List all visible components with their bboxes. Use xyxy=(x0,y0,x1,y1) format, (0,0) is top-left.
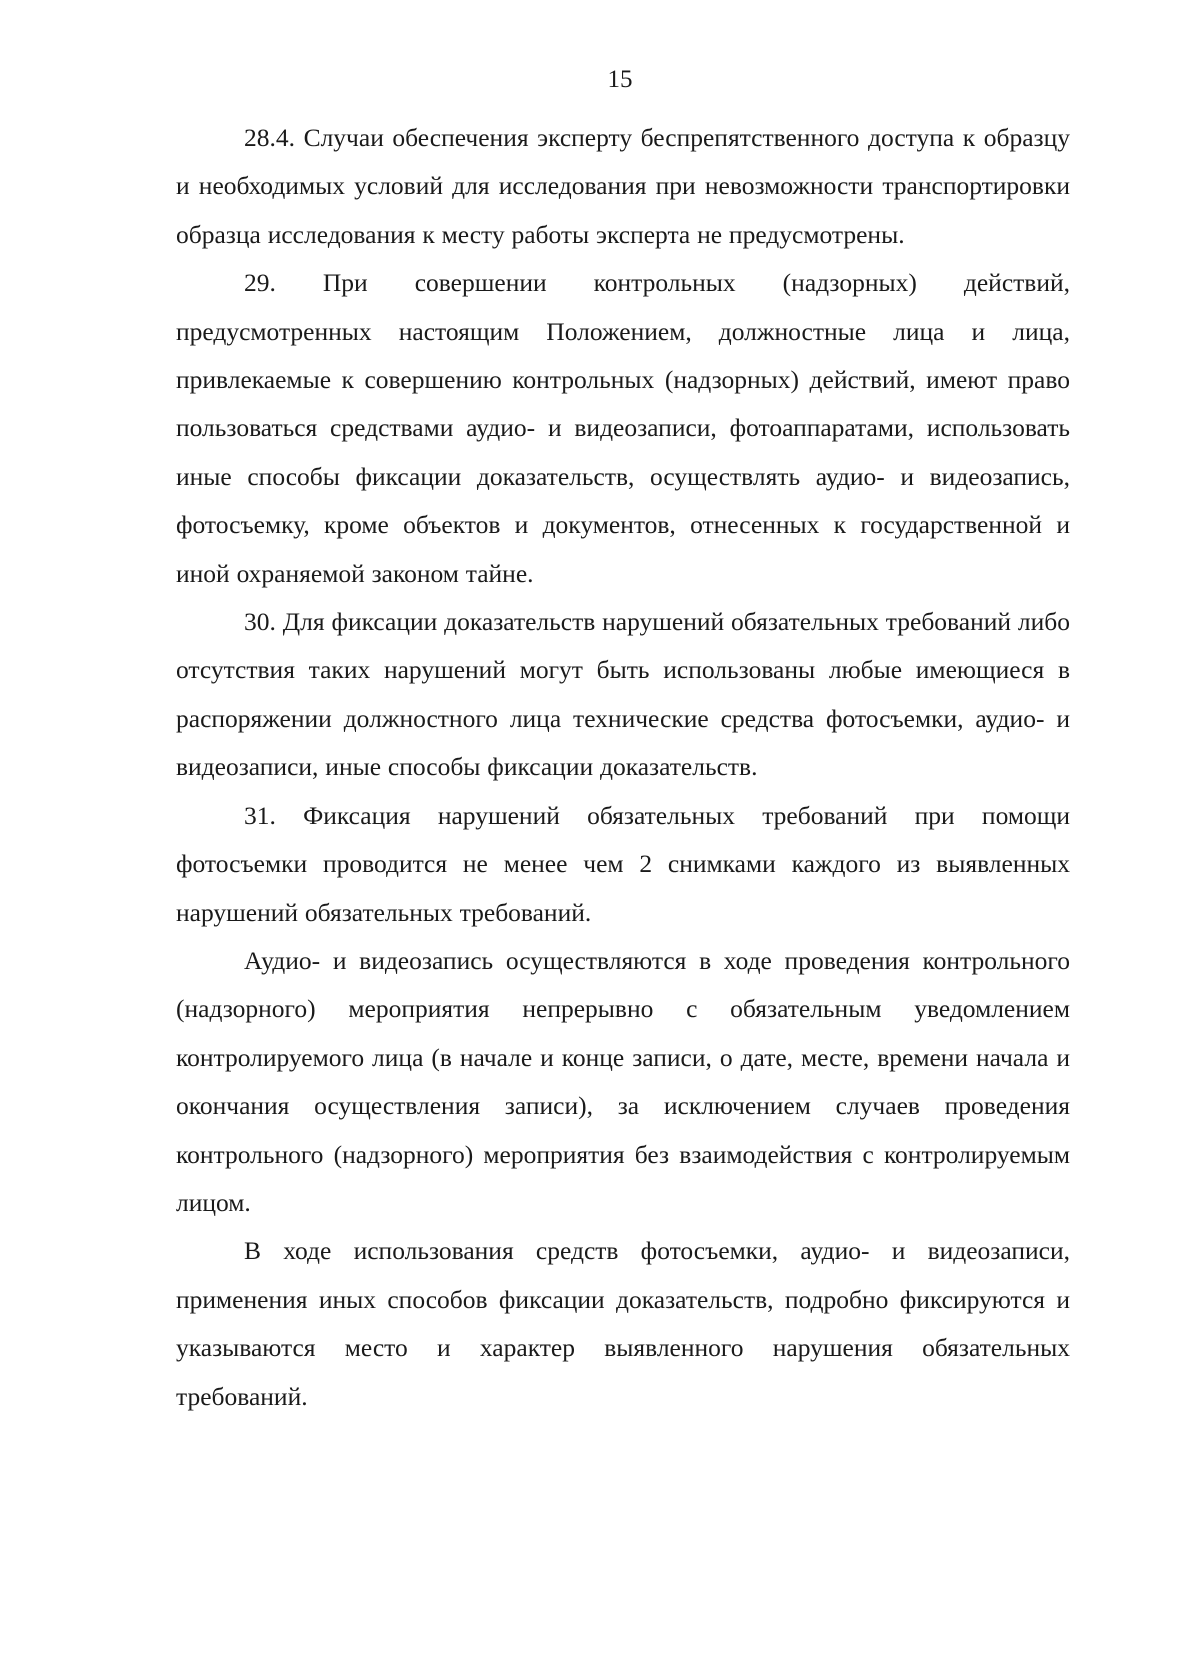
page-number: 15 xyxy=(607,66,633,93)
paragraph-audio-video: Аудио- и видеозапись осуществляются в ходе проведения контрольного (надзорного) мероприятия непрерывно с обязательным уведомлением контролируемого лица (в начале и конце записи, о дате, месте, времени начала и окончания осуществления записи), за исключением случаев проведения контрольного (надзорного) мероприятия без взаимодействия с контролируемым лицом. xyxy=(176,945,1070,1217)
paragraph-28-4: 28.4. Случаи обеспечения эксперту беспрепятственного доступа к образцу и необходимых условий для исследования при невозможности транспортировки образца исследования к месту работы эксперта не предусмотрены. xyxy=(176,123,1070,249)
paragraph-31: 31. Фиксация нарушений обязательных требований при помощи фотосъемки проводится не менее чем 2 снимками каждого из выявленных нарушений обязательных требований. xyxy=(176,800,1070,927)
paragraph-30: 30. Для фиксации доказательств нарушений обязательных требований либо отсутствия таких нарушений могут быть использованы любые имеющиеся в распоряжении должностного лица технические средства фотосъемки, аудио- и видеозаписи, иные способы фиксации доказательств. xyxy=(176,607,1070,782)
document-body xyxy=(176,114,1070,1421)
paragraph-photo-recording: В ходе использования средств фотосъемки, аудио- и видеозаписи, применения иных способов фиксации доказательств, подробно фиксируются и указываются место и характер выявленного нарушения обязательных требований. xyxy=(176,1236,1070,1411)
paragraph-29: 29. При совершении контрольных (надзорных) действий, предусмотренных настоящим Положением, должностные лица и лица, привлекаемые к совершению контрольных (надзорных) действий, имеют право пользоваться средствами аудио- и видеозаписи, фотоаппаратами, использовать иные способы фиксации доказательств, осуществлять аудио- и видеозапись, фотосъемку, кроме объектов и документов, отнесенных к государственной и иной охраняемой законом тайне. xyxy=(176,268,1070,588)
